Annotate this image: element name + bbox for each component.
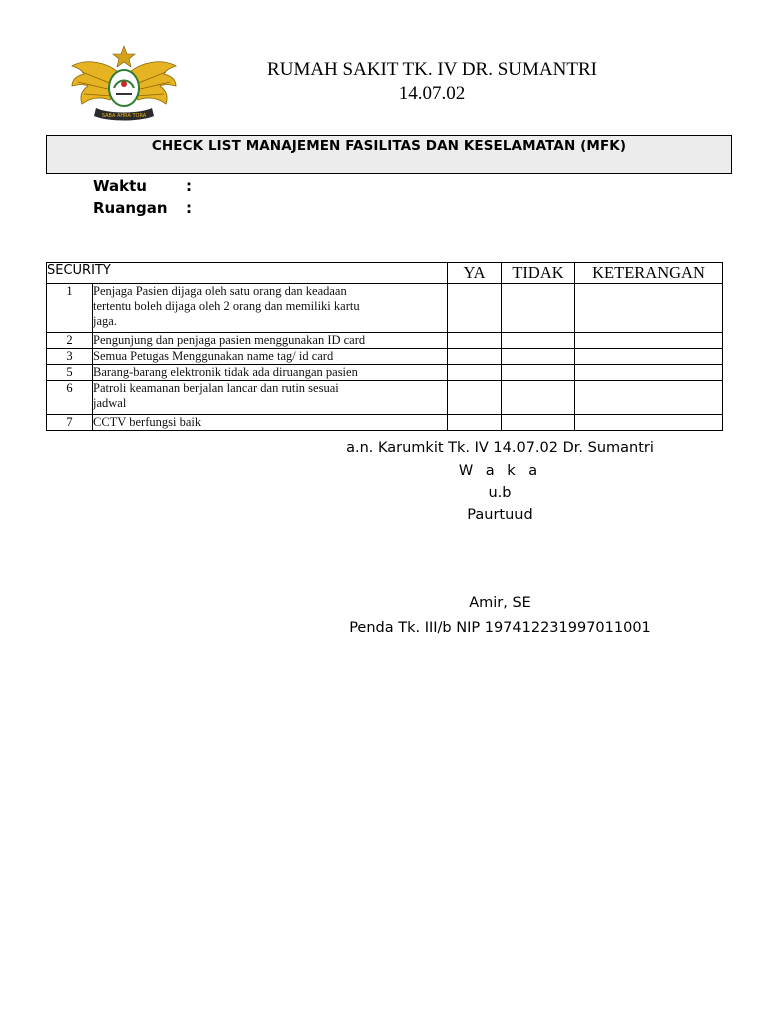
cell-ya[interactable]	[448, 333, 502, 349]
cell-ya[interactable]	[448, 284, 502, 333]
cell-keterangan[interactable]	[575, 381, 723, 415]
cell-ya[interactable]	[448, 381, 502, 415]
hospital-emblem-logo	[68, 44, 180, 124]
logo-ribbon-text: SABA AHRA TORA	[101, 113, 147, 119]
cell-keterangan[interactable]	[575, 284, 723, 333]
row-number: 2	[47, 333, 93, 349]
table-row	[47, 333, 723, 349]
field-label: Ruangan	[93, 199, 168, 217]
item-line: Patroli keamanan berjalan lancar dan rutin sesuai	[93, 381, 339, 395]
row-item	[93, 284, 448, 333]
signature-ub: u.b	[488, 485, 512, 501]
cell-tidak[interactable]	[502, 381, 575, 415]
table-row	[47, 365, 723, 381]
header-tidak: TIDAK	[502, 263, 575, 284]
item-line: jadwal	[93, 396, 127, 410]
cell-tidak[interactable]	[502, 365, 575, 381]
item-line: Semua Petugas Menggunakan name tag/ id card	[93, 349, 334, 363]
item-line: Barang-barang elektronik tidak ada diruangan pasien	[93, 365, 358, 379]
row-item	[93, 381, 448, 415]
cell-ya[interactable]	[448, 365, 502, 381]
cell-tidak[interactable]	[502, 284, 575, 333]
field-separator: :	[186, 177, 192, 195]
signature-on-behalf: a.n. Karumkit Tk. IV 14.07.02 Dr. Sumantri	[346, 440, 654, 456]
field-label: Waktu	[93, 177, 147, 195]
field-waktu	[93, 177, 192, 195]
hospital-header	[190, 58, 674, 106]
cell-keterangan[interactable]	[575, 365, 723, 381]
table-row	[47, 415, 723, 431]
header-keterangan: KETERANGAN	[575, 263, 723, 284]
item-line: jaga.	[93, 314, 117, 328]
cell-keterangan[interactable]	[575, 349, 723, 365]
title-box	[46, 135, 732, 174]
security-checklist-table	[46, 262, 723, 431]
cell-ya[interactable]	[448, 349, 502, 365]
cell-tidak[interactable]	[502, 415, 575, 431]
row-number: 1	[47, 284, 93, 333]
item-line: Penjaga Pasien dijaga oleh satu orang dan keadaan	[93, 284, 347, 298]
cell-keterangan[interactable]	[575, 415, 723, 431]
header-ya: YA	[448, 263, 502, 284]
row-item	[93, 365, 448, 381]
signature-unit: Paurtuud	[467, 507, 533, 523]
field-ruangan	[93, 199, 192, 217]
cell-tidak[interactable]	[502, 349, 575, 365]
cell-tidak[interactable]	[502, 333, 575, 349]
row-number: 5	[47, 365, 93, 381]
item-line: Pengunjung dan penjaga pasien menggunakan ID card	[93, 333, 366, 347]
field-separator: :	[186, 199, 192, 217]
star-icon	[113, 46, 135, 67]
header-security: SECURITY	[47, 263, 448, 284]
row-number: 6	[47, 381, 93, 415]
cell-keterangan[interactable]	[575, 333, 723, 349]
cell-ya[interactable]	[448, 415, 502, 431]
document-title: CHECK LIST MANAJEMEN FASILITAS DAN KESELAMATAN (MFK)	[151, 138, 627, 154]
signatory-name: Amir, SE	[469, 595, 531, 611]
table-header-row	[47, 263, 723, 284]
row-number: 7	[47, 415, 93, 431]
hospital-name: RUMAH SAKIT TK. IV DR. SUMANTRI	[267, 59, 597, 80]
row-number: 3	[47, 349, 93, 365]
item-line: CCTV berfungsi baik	[93, 415, 202, 429]
row-item	[93, 415, 448, 431]
signature-position: W a k a	[458, 463, 542, 479]
signatory-rank-nip: Penda Tk. III/b NIP 197412231997011001	[349, 620, 651, 636]
table-row	[47, 349, 723, 365]
row-item	[93, 349, 448, 365]
hospital-code: 14.07.02	[398, 83, 466, 104]
table-row	[47, 284, 723, 333]
item-line: tertentu boleh dijaga oleh 2 orang dan memiliki kartu	[93, 299, 360, 313]
row-item	[93, 333, 448, 349]
table-row	[47, 381, 723, 415]
